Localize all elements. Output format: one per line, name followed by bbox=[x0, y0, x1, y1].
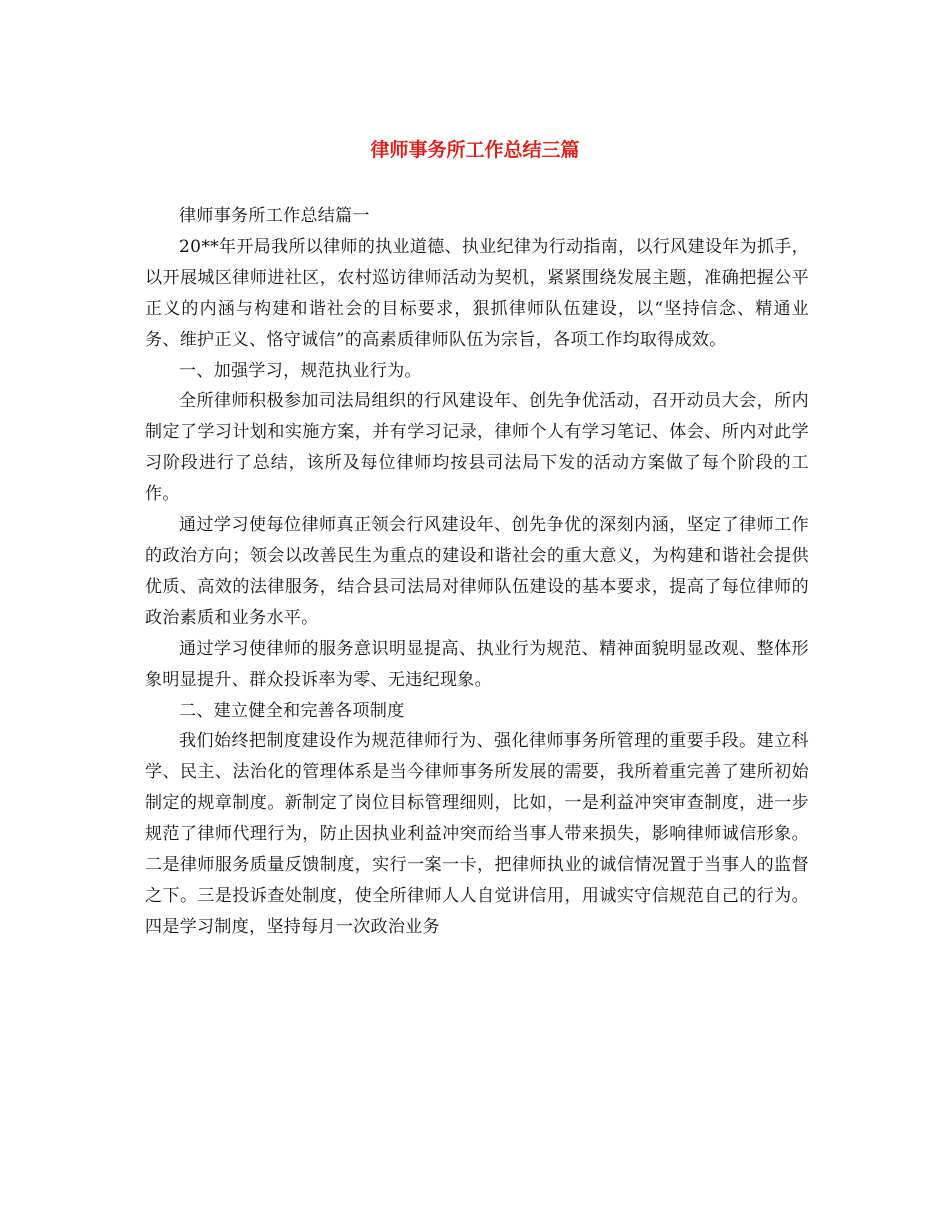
subsection-heading: 一、加强学习，规范执业行为。 bbox=[179, 360, 422, 381]
document-body bbox=[145, 201, 809, 943]
body-paragraph: 通过学习使每位律师真正领会行风建设年、创先争优的深刻内涵，坚定了律师工作的政治方向；领会以改善民生为重点的建设和谐社会的重大意义，为构建和谐社会提供优质、高效的法律服务，结合县司法局对律师队伍建设的基本要求，提高了每位律师的政治素质和业务水平。 bbox=[145, 515, 809, 628]
document-title: 律师事务所工作总结三篇 bbox=[370, 139, 580, 161]
body-paragraph: 通过学习使律师的服务意识明显提高、执业行为规范、精神面貌明显改观、整体形象明显提升、群众投诉率为零、无违纪现象。 bbox=[145, 638, 809, 690]
subsection-heading: 二、建立健全和完善各项制度 bbox=[179, 700, 405, 721]
section-heading: 律师事务所工作总结篇一 bbox=[179, 206, 370, 226]
body-paragraph: 全所律师积极参加司法局组织的行风建设年、创先争优活动，召开动员大会，所内制定了学习计划和实施方案，并有学习记录，律师个人有学习笔记、体会、所内对此学习阶段进行了总结，该所及每位律师均按县司法局下发的活动方案做了每个阶段的工作。 bbox=[145, 391, 809, 505]
body-paragraph: 20**年开局我所以律师的执业道德、执业纪律为行动指南，以行风建设年为抓手，以开展城区律师进社区，农村巡访律师活动为契机，紧紧围绕发展主题，准确把握公平正义的内涵与构建和谐社会的目标要求，狠抓律师队伍建设，以“坚持信念、精通业务、维护正义、恪守诚信”的高素质律师队伍为宗旨，各项工作均取得成效。 bbox=[145, 236, 809, 350]
body-paragraph: 我们始终把制度建设作为规范律师行为、强化律师事务所管理的重要手段。建立科学、民主、法治化的管理体系是当今律师事务所发展的需要，我所着重完善了建所初始制定的规章制度。新制定了岗位目标管理细则，比如，一是利益冲突审查制度，进一步规范了律师代理行为，防止因执业利益冲突而给当事人带来损失，影响律师诚信形象。二是律师服务质量反馈制度，实行一案一卡，把律师执业的诚信情况置于当事人的监督之下。三是投诉查处制度，使全所律师人人自觉讲信用，用诚实守信规范自己的行为。四是学习制度，坚持每月一次政治业务 bbox=[145, 731, 809, 937]
